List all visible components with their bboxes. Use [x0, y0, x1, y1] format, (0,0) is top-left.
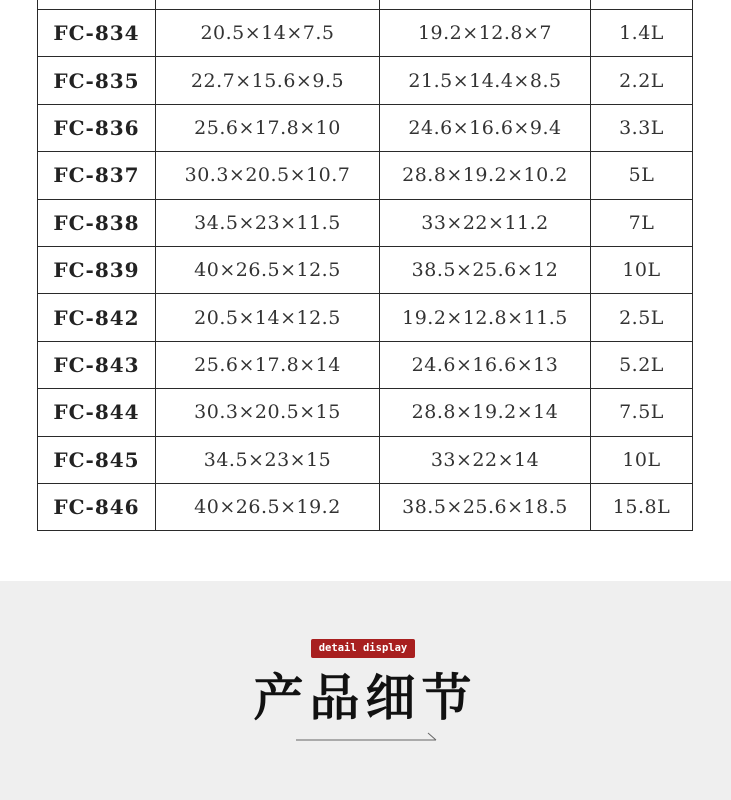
model-cell: FC-843 [38, 341, 156, 388]
inner-size-cell: 33×22×11.2 [380, 199, 591, 246]
capacity-cell: 5L [591, 152, 693, 199]
spec-table-body [38, 0, 693, 531]
model-cell: FC-842 [38, 294, 156, 341]
outer-size-cell: 25.6×17.8×14 [156, 341, 380, 388]
model-cell: FC-838 [38, 199, 156, 246]
detail-display-section [0, 581, 731, 800]
section-title: 产品细节 [253, 669, 478, 727]
capacity-cell: 5.2L [591, 341, 693, 388]
inner-size-cell: 19.2×12.8×11.5 [380, 294, 591, 341]
inner-size-cell [380, 0, 591, 10]
table-row [38, 57, 693, 104]
model-cell: FC-839 [38, 246, 156, 293]
capacity-cell: 2.5L [591, 294, 693, 341]
spec-table [37, 0, 693, 531]
inner-size-cell: 28.8×19.2×14 [380, 389, 591, 436]
table-row [38, 199, 693, 246]
model-cell: FC-836 [38, 104, 156, 151]
table-row [38, 436, 693, 483]
table-row [38, 152, 693, 199]
capacity-cell: 1.4L [591, 10, 693, 57]
outer-size-cell: 20.5×14×7.5 [156, 10, 380, 57]
detail-display-badge: detail display [311, 639, 415, 658]
model-cell [38, 0, 156, 10]
table-row [38, 389, 693, 436]
model-cell: FC-844 [38, 389, 156, 436]
capacity-cell: 2.2L [591, 57, 693, 104]
table-row [38, 483, 693, 530]
outer-size-cell: 40×26.5×19.2 [156, 483, 380, 530]
inner-size-cell: 38.5×25.6×12 [380, 246, 591, 293]
inner-size-cell: 19.2×12.8×7 [380, 10, 591, 57]
inner-size-cell: 28.8×19.2×10.2 [380, 152, 591, 199]
arrow-underline-icon [296, 730, 441, 742]
outer-size-cell: 34.5×23×11.5 [156, 199, 380, 246]
model-cell: FC-835 [38, 57, 156, 104]
model-cell: FC-846 [38, 483, 156, 530]
spec-table-container [37, 0, 692, 531]
inner-size-cell: 24.6×16.6×13 [380, 341, 591, 388]
capacity-cell: 7.5L [591, 389, 693, 436]
model-cell: FC-834 [38, 10, 156, 57]
capacity-cell [591, 0, 693, 10]
table-row [38, 0, 693, 10]
capacity-cell: 10L [591, 436, 693, 483]
capacity-cell: 15.8L [591, 483, 693, 530]
model-cell: FC-845 [38, 436, 156, 483]
table-row [38, 10, 693, 57]
outer-size-cell: 40×26.5×12.5 [156, 246, 380, 293]
model-cell: FC-837 [38, 152, 156, 199]
outer-size-cell: 34.5×23×15 [156, 436, 380, 483]
table-row [38, 104, 693, 151]
outer-size-cell [156, 0, 380, 10]
inner-size-cell: 33×22×14 [380, 436, 591, 483]
outer-size-cell: 25.6×17.8×10 [156, 104, 380, 151]
inner-size-cell: 38.5×25.6×18.5 [380, 483, 591, 530]
capacity-cell: 7L [591, 199, 693, 246]
table-row [38, 246, 693, 293]
table-row [38, 341, 693, 388]
table-row [38, 294, 693, 341]
outer-size-cell: 20.5×14×12.5 [156, 294, 380, 341]
capacity-cell: 3.3L [591, 104, 693, 151]
outer-size-cell: 30.3×20.5×15 [156, 389, 380, 436]
outer-size-cell: 30.3×20.5×10.7 [156, 152, 380, 199]
outer-size-cell: 22.7×15.6×9.5 [156, 57, 380, 104]
inner-size-cell: 21.5×14.4×8.5 [380, 57, 591, 104]
inner-size-cell: 24.6×16.6×9.4 [380, 104, 591, 151]
capacity-cell: 10L [591, 246, 693, 293]
